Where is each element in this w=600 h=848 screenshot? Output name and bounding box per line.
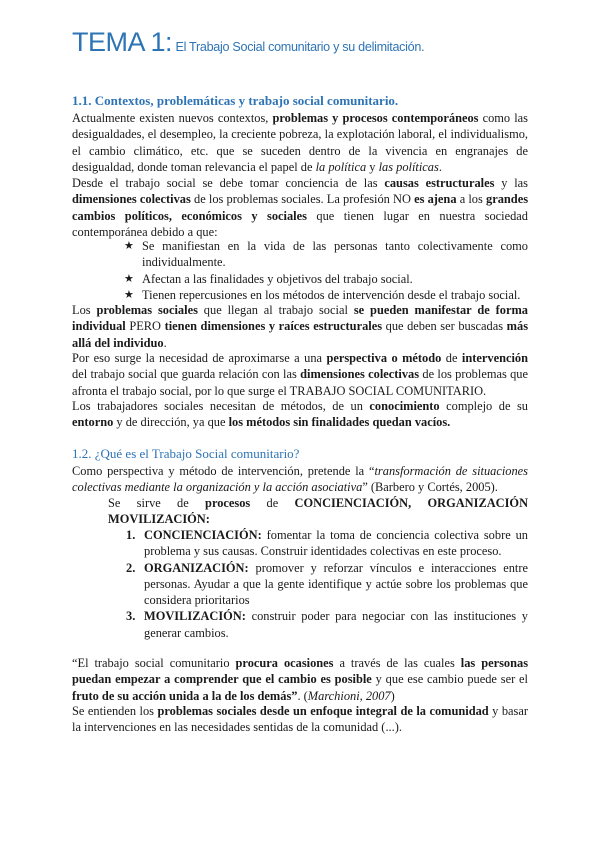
title-main: TEMA 1: — [72, 27, 173, 57]
quote-marchioni: “El trabajo social comunitario procura ocasiones a través de las cuales las personas puedan empezar a comprender que el cambio es posible y que ese cambio puede ser el fruto de su acción unida a la de los demás”. (Marchioni, 2007) — [72, 656, 529, 703]
paragraph-structural-causes: Desde el trabajo social se debe tomar conciencia de las causas estructurales y las dimensiones colectivas de los problemas sociales. La profesión NO es ajena a los grandes cambios políticos, económicos y sociales que tienen lugar en nuestra sociedad contemporánea debido a que: — [72, 176, 529, 239]
paragraph-social-problems: Los problemas sociales que llegan al trabajo social se pueden manifestar de forma individual PERO tienen dimensiones y raíces estructurales que deben ser buscadas más allá del individuo. — [72, 303, 529, 350]
paragraph-community-method: Por eso surge la necesidad de aproximarse a una perspectiva o método de intervención del trabajo social que guarda relación con las dimensiones colectivas de los problemas que afronta el trabajo social, por lo que surge el TRABAJO SOCIAL COMUNITARIO. — [72, 351, 528, 398]
reasons-bullet-list — [124, 238, 528, 303]
section-heading-1-2: 1.2. ¿Qué es el Trabajo Social comunitario? — [72, 446, 300, 461]
star-icon: ★ — [124, 239, 134, 252]
star-icon: ★ — [124, 271, 134, 285]
paragraph-definition: Como perspectiva y método de intervención, pretende la “transformación de situaciones colectivas mediante la organización y la acción asociativa” (Barbero y Cortés, 2005). — [72, 464, 528, 495]
star-icon: ★ — [124, 287, 134, 301]
title-subtitle: El Trabajo Social comunitario y su delimitación. — [175, 40, 425, 54]
list-item: 1. CONCIENCIACIÓN: fomentar la toma de conciencia colectiva sobre un problema y sus causas. Construir identidades colectivas en este proceso. — [126, 528, 528, 559]
paragraph-methods: Los trabajadores sociales necesitan de métodos, de un conocimiento complejo de su entorno y de dirección, ya que los métodos sin finalidades quedan vacíos. — [72, 399, 528, 430]
page-title — [72, 27, 425, 57]
paragraph-contexts: Actualmente existen nuevos contextos, problemas y procesos contemporáneos como las desigualdades, el desempleo, la creciente pobreza, la explotación laboral, el individualismo, el cambio climático, etc. que se suceden dentro de la vivencia en engranajes de desigualdad, donde toman relevancia el papel de la política y las políticas. — [72, 111, 528, 174]
paragraph-integral-approach: Se entienden los problemas sociales desde un enfoque integral de la comunidad y basar la intervenciones en las necesidades sentidas de la comunidad (...). — [72, 704, 529, 735]
list-item: ★ Afectan a las finalidades y objetivos del trabajo social. — [124, 271, 413, 286]
list-item: 3. MOVILIZACIÓN: construir poder para negociar con las instituciones y generar cambios. — [126, 609, 528, 640]
paragraph-processes: Se sirve de procesos de CONCIENCIACIÓN, ORGANIZACIÓN MOVILIZACIÓN: — [108, 496, 529, 527]
list-item: ★ Se manifiestan en la vida de las personas tanto colectivamente como individualmente. — [124, 239, 528, 270]
list-item: ★ Tienen repercusiones en los métodos de intervención desde el trabajo social. — [124, 287, 521, 302]
processes-numbered-list — [126, 527, 528, 641]
section-heading-1-1: 1.1. Contextos, problemáticas y trabajo social comunitario. — [72, 93, 399, 108]
list-item: 2. ORGANIZACIÓN: promover y reforzar vínculos e interacciones entre personas. Ayudar a que la gente identifique y actúe sobre los problemas que considera prioritarios — [126, 560, 528, 608]
